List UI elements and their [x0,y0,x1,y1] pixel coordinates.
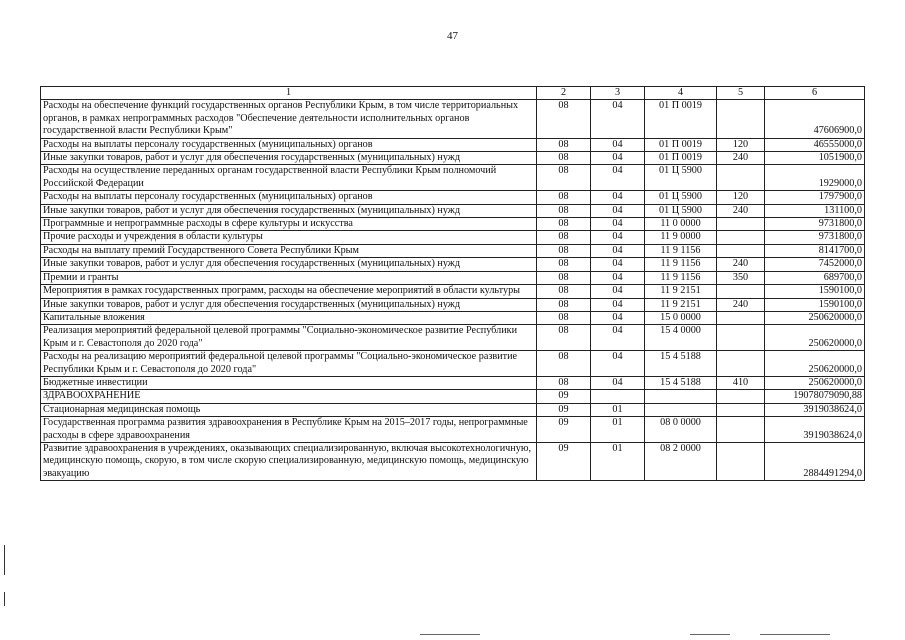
cell-name: Премии и гранты [41,271,537,284]
column-header: 5 [717,87,765,100]
cell-rz: 08 [537,165,591,191]
cell-vr [717,403,765,416]
cell-rz: 08 [537,231,591,244]
cell-name: Иные закупки товаров, работ и услуг для обеспечения государственных (муниципальных) нужд [41,204,537,217]
cell-sum: 9731800,0 [765,231,865,244]
cell-vr: 240 [717,152,765,165]
cell-vr [717,285,765,298]
cell-name: Иные закупки товаров, работ и услуг для обеспечения государственных (муниципальных) нужд [41,152,537,165]
table-row [41,311,865,324]
cell-sum: 1929000,0 [765,165,865,191]
cell-sum: 8141700,0 [765,244,865,257]
cell-vr [717,311,765,324]
cell-name: Мероприятия в рамках государственных программ, расходы на обеспечение мероприятий в области культуры [41,285,537,298]
cell-name: Иные закупки товаров, работ и услуг для обеспечения государственных (муниципальных) нужд [41,298,537,311]
cell-name: Бюджетные инвестиции [41,376,537,389]
cell-rz: 08 [537,204,591,217]
table-row [41,442,865,480]
table-row [41,218,865,231]
cell-pr: 04 [591,325,645,351]
cell-csr: 01 Ц 5900 [645,191,717,204]
scan-footer-line [760,634,830,635]
cell-pr: 01 [591,403,645,416]
cell-name: Расходы на выплаты персоналу государственных (муниципальных) органов [41,138,537,151]
cell-rz: 08 [537,152,591,165]
cell-rz: 09 [537,390,591,403]
cell-rz: 08 [537,258,591,271]
cell-sum: 3919038624,0 [765,417,865,443]
cell-vr: 240 [717,258,765,271]
cell-pr: 04 [591,231,645,244]
cell-csr: 11 9 1156 [645,258,717,271]
cell-pr: 04 [591,191,645,204]
cell-sum: 250620000,0 [765,351,865,377]
cell-csr: 08 2 0000 [645,442,717,480]
cell-sum: 1590100,0 [765,298,865,311]
cell-pr: 04 [591,298,645,311]
cell-sum: 3919038624,0 [765,403,865,416]
cell-csr [645,390,717,403]
cell-vr [717,218,765,231]
cell-csr: 11 9 1156 [645,244,717,257]
cell-csr: 01 П 0019 [645,138,717,151]
cell-rz: 08 [537,218,591,231]
cell-csr: 15 4 5188 [645,376,717,389]
cell-name: Программные и непрограммные расходы в сфере культуры и искусства [41,218,537,231]
cell-csr: 01 П 0019 [645,100,717,138]
cell-csr: 11 9 2151 [645,285,717,298]
cell-rz: 08 [537,138,591,151]
cell-sum: 47606900,0 [765,100,865,138]
table-row [41,258,865,271]
scan-margin-mark [4,545,5,575]
table-row [41,100,865,138]
cell-csr: 01 Ц 5900 [645,204,717,217]
cell-sum: 19078079090,88 [765,390,865,403]
cell-vr: 350 [717,271,765,284]
cell-csr: 11 9 2151 [645,298,717,311]
cell-sum: 250620000,0 [765,325,865,351]
cell-rz: 08 [537,271,591,284]
cell-rz: 09 [537,442,591,480]
cell-name: Стационарная медицинская помощь [41,403,537,416]
budget-table [40,86,865,481]
cell-rz: 08 [537,191,591,204]
cell-pr: 04 [591,351,645,377]
cell-vr [717,417,765,443]
cell-rz: 09 [537,403,591,416]
column-header: 4 [645,87,717,100]
cell-pr: 01 [591,442,645,480]
table-row [41,244,865,257]
cell-csr: 11 9 1156 [645,271,717,284]
cell-rz: 08 [537,351,591,377]
cell-sum: 131100,0 [765,204,865,217]
table-row [41,138,865,151]
cell-pr: 04 [591,244,645,257]
cell-pr: 04 [591,285,645,298]
cell-csr [645,403,717,416]
cell-pr: 04 [591,165,645,191]
cell-name: Реализация мероприятий федеральной целевой программы "Социально-экономическое развитие Республики Крым и г. Севастополя до 2020 года" [41,325,537,351]
cell-name: Капитальные вложения [41,311,537,324]
cell-pr: 04 [591,100,645,138]
cell-name: Расходы на выплаты персоналу государственных (муниципальных) органов [41,191,537,204]
cell-rz: 09 [537,417,591,443]
cell-sum: 7452000,0 [765,258,865,271]
cell-csr: 01 П 0019 [645,152,717,165]
cell-vr [717,325,765,351]
scan-footer-line [690,634,730,635]
cell-sum: 46555000,0 [765,138,865,151]
cell-vr: 120 [717,191,765,204]
table-row [41,325,865,351]
cell-sum: 1590100,0 [765,285,865,298]
table-row [41,165,865,191]
cell-csr: 01 Ц 5900 [645,165,717,191]
cell-sum: 2884491294,0 [765,442,865,480]
cell-csr: 11 0 0000 [645,218,717,231]
cell-pr: 04 [591,218,645,231]
cell-csr: 15 4 5188 [645,351,717,377]
cell-name: Расходы на обеспечение функций государственных органов Республики Крым, в том числе территориальных органов, в рамках непрограммных расходов "Обеспечение деятельности исполнительных органов государственной власти Республики Крым" [41,100,537,138]
table-row [41,152,865,165]
cell-csr: 15 0 0000 [645,311,717,324]
column-header: 3 [591,87,645,100]
cell-rz: 08 [537,285,591,298]
cell-sum: 1051900,0 [765,152,865,165]
cell-pr: 04 [591,152,645,165]
cell-pr [591,390,645,403]
cell-vr [717,442,765,480]
cell-vr: 240 [717,298,765,311]
cell-pr: 04 [591,376,645,389]
cell-sum: 250620000,0 [765,311,865,324]
cell-vr [717,231,765,244]
cell-pr: 04 [591,138,645,151]
cell-csr: 08 0 0000 [645,417,717,443]
cell-name: ЗДРАВООХРАНЕНИЕ [41,390,537,403]
column-header: 6 [765,87,865,100]
cell-sum: 9731800,0 [765,218,865,231]
scan-margin-mark [4,592,5,606]
table-row [41,376,865,389]
table-row [41,191,865,204]
cell-vr [717,165,765,191]
cell-csr: 11 9 0000 [645,231,717,244]
cell-pr: 01 [591,417,645,443]
column-header: 2 [537,87,591,100]
cell-name: Прочие расходы и учреждения в области культуры [41,231,537,244]
cell-vr: 410 [717,376,765,389]
cell-name: Развитие здравоохранения в учреждениях, оказывающих специализированную, включая высокотехнологичную, медицинскую помощь, скорую, в том числе скорую специализированную, медицинскую помощь, медицинскую эвакуацию [41,442,537,480]
table-row [41,204,865,217]
table-row [41,271,865,284]
table-row [41,390,865,403]
cell-name: Расходы на выплату премий Государственного Совета Республики Крым [41,244,537,257]
table-header-row [41,87,865,100]
cell-vr: 240 [717,204,765,217]
page-number: 47 [447,30,458,42]
cell-vr [717,100,765,138]
cell-rz: 08 [537,244,591,257]
cell-rz: 08 [537,376,591,389]
table-row [41,351,865,377]
cell-name: Расходы на реализацию мероприятий федеральной целевой программы "Социально-экономическое развитие Республики Крым и г. Севастополя до 2020 года" [41,351,537,377]
cell-pr: 04 [591,204,645,217]
column-header: 1 [41,87,537,100]
cell-vr [717,351,765,377]
cell-vr: 120 [717,138,765,151]
cell-vr [717,390,765,403]
cell-sum: 689700,0 [765,271,865,284]
cell-rz: 08 [537,311,591,324]
cell-pr: 04 [591,258,645,271]
table-row [41,231,865,244]
cell-pr: 04 [591,271,645,284]
cell-name: Расходы на осуществление переданных органам государственной власти Республики Крым полномочий Российской Федерации [41,165,537,191]
cell-csr: 15 4 0000 [645,325,717,351]
scan-footer-line [420,634,480,635]
cell-pr: 04 [591,311,645,324]
cell-name: Иные закупки товаров, работ и услуг для обеспечения государственных (муниципальных) нужд [41,258,537,271]
cell-sum: 250620000,0 [765,376,865,389]
table-row [41,417,865,443]
cell-rz: 08 [537,325,591,351]
cell-name: Государственная программа развития здравоохранения в Республике Крым на 2015–2017 годы, непрограммные расходы в сфере здравоохранения [41,417,537,443]
cell-vr [717,244,765,257]
cell-sum: 1797900,0 [765,191,865,204]
cell-rz: 08 [537,298,591,311]
cell-rz: 08 [537,100,591,138]
table-row [41,285,865,298]
table-row [41,298,865,311]
table-row [41,403,865,416]
